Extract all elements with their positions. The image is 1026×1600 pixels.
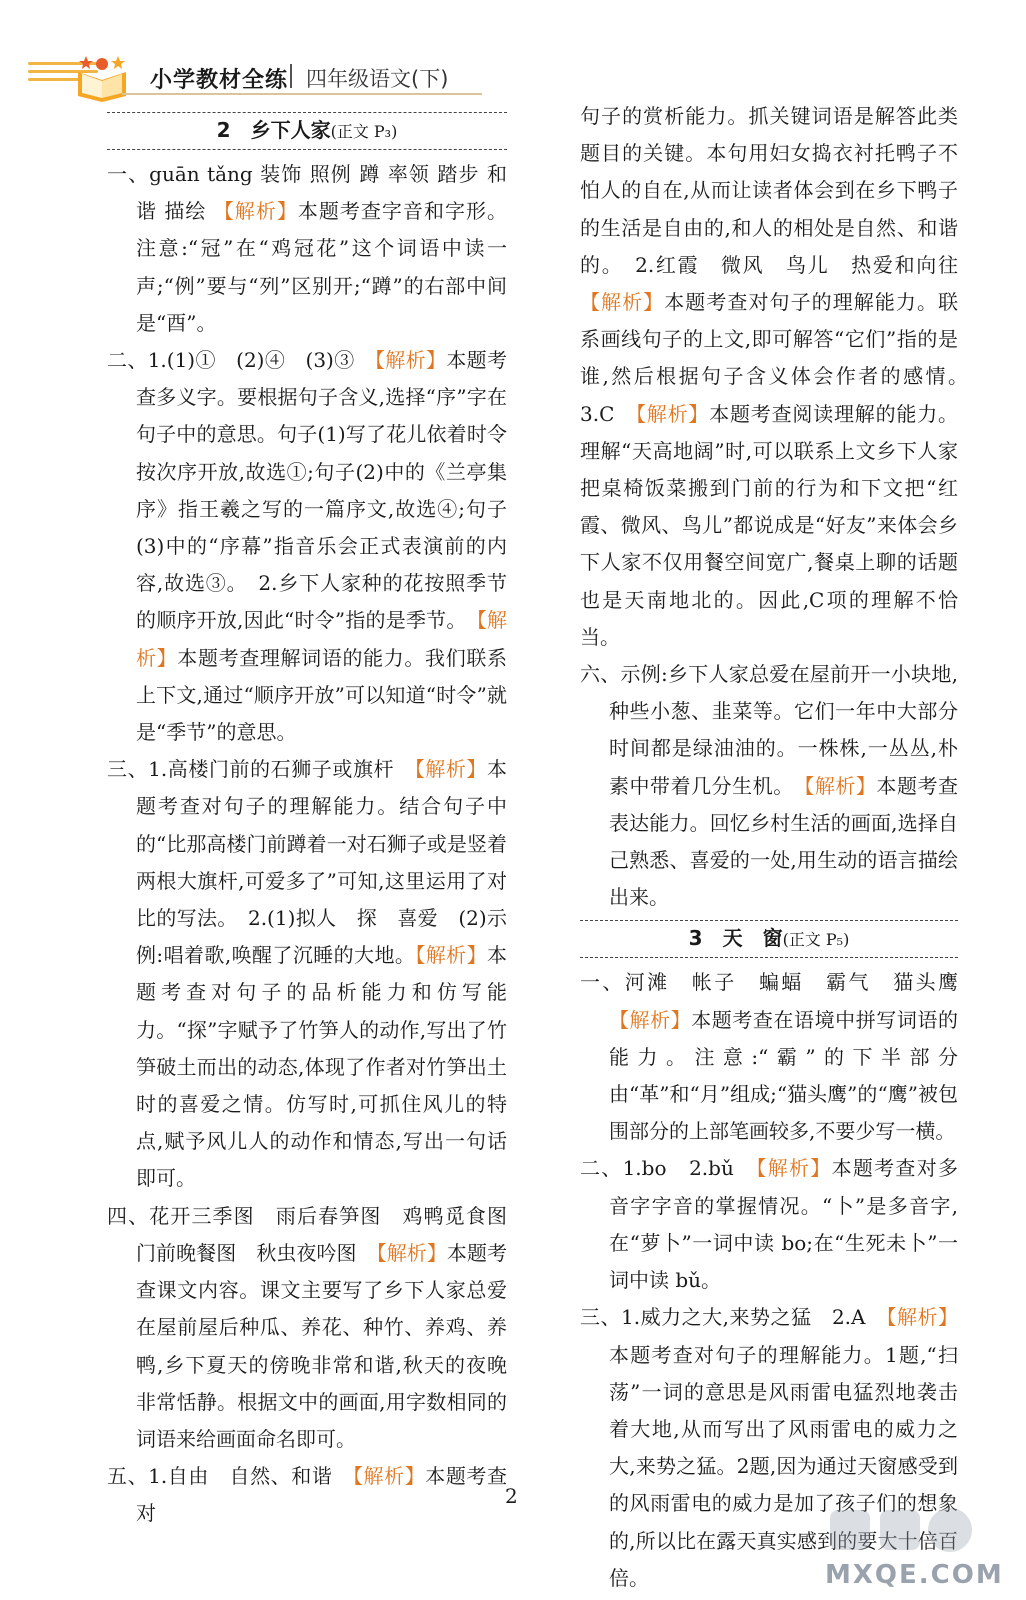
answer-text: 五、1.自由 自然、和谐 xyxy=(107,1464,353,1489)
analysis-text: 本题考查对 xyxy=(136,1464,508,1526)
analysis-tag: 【解析】 xyxy=(636,401,710,426)
answer-text: 三、1.威力之大,来势之猛 2.A xyxy=(580,1305,887,1330)
answer-item xyxy=(107,156,507,342)
answer-text: 四、花开三季图 雨后春笋图 鸡鸭觅食图 门前晚餐图 秋虫夜吟图 xyxy=(107,1203,527,1265)
answer-text: 句子的赏析能力。抓关键词语是解答此类题目的关键。本句用妇女捣衣衬托鸭子不怕人的自在,从而让读者体会到在乡下鸭子的生活是自由的,和人的相处是自然、和谐的。 2.红霞 微风 鸟儿 热爱和向往 xyxy=(580,104,978,277)
answer-text: 六、示例:乡下人家总爱在屋前开一小块地,种些小葱、韭菜等。它们一年中大部分时间都是绿油油的。一株株,一丛丛,朴素中带着几分生机。 xyxy=(580,662,958,798)
analysis-text: 本题考查对句子的理解能力。1题,“扫荡”一词的意思是风雨雷电猛烈地袭击着大地,从而写出了风雨雷电的威力之大,来势之猛。2题,因为通过天窗感受到的风雨雷电的威力是加了孩子们的想象的,所以比在露天真实感到的要大十倍百倍。 xyxy=(609,1342,958,1590)
analysis-tag: 【解析】 xyxy=(756,1156,832,1181)
header-underline xyxy=(122,93,482,95)
watermark-text: MXQE.COM xyxy=(825,1560,1004,1590)
section-title-2 xyxy=(107,112,507,150)
analysis-tag: 【解析】 xyxy=(414,757,487,782)
answer-item xyxy=(107,1198,527,1458)
analysis-text: 本题考查阅读理解的能力。理解“天高地阔”时,可以联系上文乡下人家把桌椅饭菜搬到门前的行为和下文把“红霞、微风、鸟儿”都说成是“好友”来体会乡下人家不仅用餐空间宽广,餐桌上聊的话题也是天南地北的。因此,C项的理解不恰当。 xyxy=(580,401,959,649)
section-title-3 xyxy=(580,920,958,958)
brand-title: 小学教材全练 xyxy=(150,68,289,93)
answer-text: 二、1.bo 2.bǔ xyxy=(580,1156,757,1181)
analysis-text: 本题考查多义字。要根据句子含义,选择“序”字在句子中的意思。句子(1)写了花儿依着时令按次序开放,故选①;句子(2)中的《兰亭集序》指王羲之写的一篇序文,故选④;句子(3)中的“序幕”指音乐会正式表演前的内容,故选③。 2.乡下人家种的花按照季节的顺序开放,因此“时令”指的是季节。 xyxy=(136,348,508,633)
analysis-tag: 【解析】 xyxy=(609,1007,692,1032)
section-title-text: 3 天 窗 xyxy=(688,926,783,951)
answer-item xyxy=(107,1458,507,1532)
answer-text: 一、河滩 帐子 蝙蝠 霸气 猫头鹰 xyxy=(580,970,978,995)
section-ref: (正文 P₃) xyxy=(330,122,398,141)
analysis-text: 本题考查在语境中拼写词语的能力。注意:“霸”的下半部分由“革”和“月”组成;“猫头鹰”的“鹰”被包围部分的上部笔画较多,不要少写一横。 xyxy=(609,1007,958,1144)
answer-item xyxy=(580,656,958,916)
analysis-tag: 【解析】 xyxy=(804,773,877,798)
answer-text: 三、1.高楼门前的石狮子或旗杆 xyxy=(107,757,415,782)
answer-text: 二、1.(1)① (2)④ (3)③ xyxy=(107,348,375,373)
answer-item xyxy=(580,1150,958,1299)
analysis-text: 本题考查对句子的理解能力。结合句子中的“比那高楼门前蹲着一对石狮子或是竖着两根大旗杆,可爱多了”可知,这里运用了对比的写法。 2.(1)拟人 探 喜爱 (2)示例:唱着歌,唤醒了沉睡的大地。 xyxy=(136,757,507,968)
answer-item xyxy=(107,342,507,751)
answer-text: 一、guān tǎng 装饰 照例 蹲 率领 踏步 和谐 描绘 xyxy=(107,162,507,224)
analysis-text: 本题考查课文内容。课文主要写了乡下人家总爱在屋前屋后种瓜、养花、种竹、养鸡、养鸭,乡下夏天的傍晚非常和谐,秋天的夜晚非常恬静。根据文中的画面,用字数相同的词语来给画面命名即可。 xyxy=(136,1240,508,1451)
analysis-text: 本题考查对句子的品析能力和仿写能力。“探”字赋予了竹笋人的动作,写出了竹笋破土而出的动态,体现了作者对竹笋出土时的喜爱之情。仿写时,可抓住风儿的特点,赋予风儿人的动作和情态,写出一句话即可。 xyxy=(136,943,507,1191)
analysis-tag: 【解析】 xyxy=(136,608,508,670)
answer-item xyxy=(580,964,978,1150)
analysis-text: 本题考查对多音字字音的掌握情况。“卜”是多音字,在“萝卜”一词中读 bo;在“生死未卜”一词中读 bǔ。 xyxy=(609,1156,959,1293)
answer-item xyxy=(580,98,978,656)
analysis-tag: 【解析】 xyxy=(376,1240,447,1265)
page-number: 2 xyxy=(505,1484,518,1508)
analysis-text: 本题考查字音和字形。注意:“冠”在“鸡冠花”这个词语中读一声;“例”要与“列”区别开;“蹲”的右部中间是“酉”。 xyxy=(136,199,507,335)
analysis-text: 本题考查表达能力。回忆乡村生活的画面,选择自己熟悉、喜爱的一处,用生动的语言描绘出来。 xyxy=(609,773,959,910)
section-ref: (正文 P₅) xyxy=(782,930,850,950)
subject-title: 四年级语文(下) xyxy=(306,67,449,91)
analysis-tag: 【解析】 xyxy=(886,1305,959,1330)
analysis-tag: 【解析】 xyxy=(352,1464,426,1489)
analysis-tag: 【解析】 xyxy=(415,943,487,968)
analysis-tag: 【解析】 xyxy=(580,290,665,315)
section-title-text: 2 乡下人家 xyxy=(216,118,331,142)
right-column xyxy=(580,98,978,1597)
analysis-tag: 【解析】 xyxy=(374,348,447,373)
analysis-text: 本题考查理解词语的能力。我们联系上下文,通过“顺序开放”可以知道“时令”就是“季节”的意思。 xyxy=(136,645,508,745)
answer-item xyxy=(107,751,507,1197)
analysis-tag: 【解析】 xyxy=(213,199,298,224)
left-column xyxy=(107,108,527,1533)
analysis-text: 本题考查对句子的理解能力。联系画线句子的上文,即可解答“它们”指的是谁,然后根据句子含义体会作者的感情。 3.C xyxy=(580,290,978,426)
header-separator xyxy=(290,64,292,88)
